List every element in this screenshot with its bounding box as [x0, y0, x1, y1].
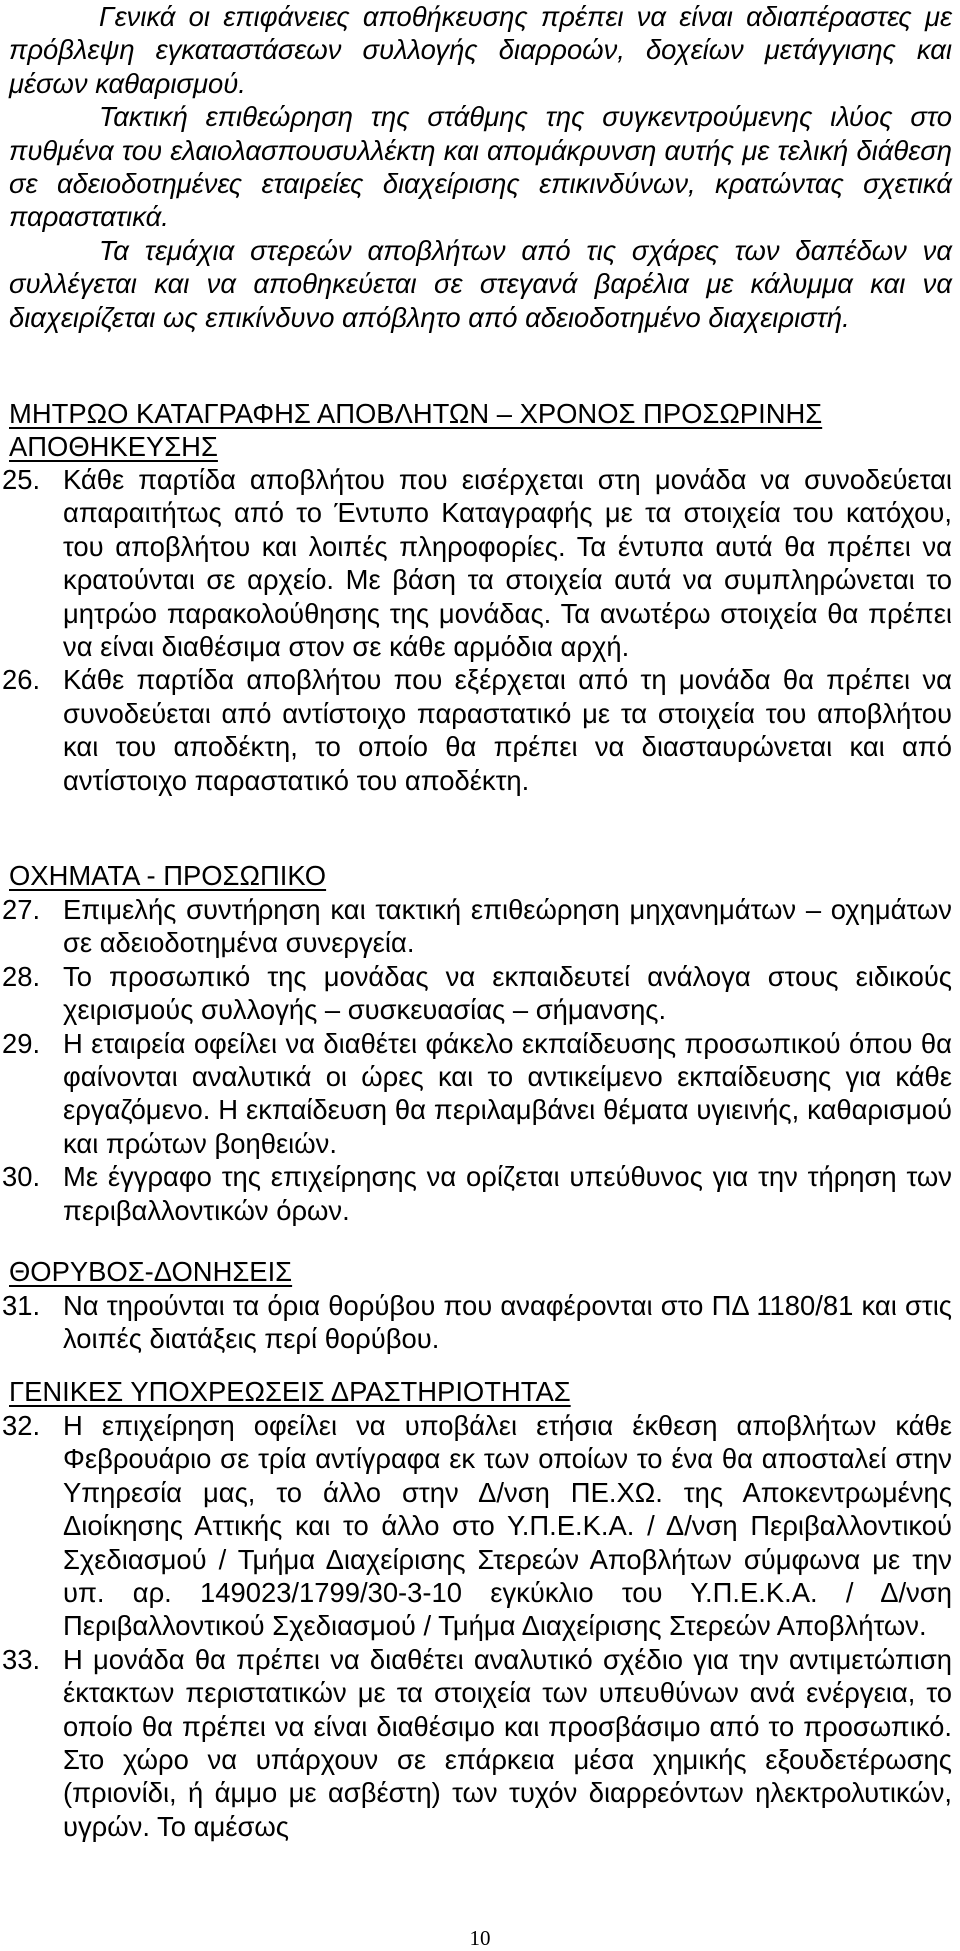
- list-item: [2, 1289, 952, 1356]
- page-number: 10: [469, 1926, 491, 1950]
- item-number: 25.: [2, 464, 41, 495]
- list-item: [2, 1160, 952, 1227]
- item-number: 30.: [2, 1161, 41, 1193]
- item-text: Τακτική επιθεώρηση της στάθμης της συγκεντρούμενης ιλύος στο πυθμένα του ελαιολασπουσυλλέκτη και απομάκρυνση αυτής με τελική διάθεση σε αδειοδοτημένες εταιρείες διαχείρισης επικινδύνων, κρατώντας σχετικά παραστατικά.: [9, 101, 952, 233]
- section-heading-noise: ΘΟΡΥΒΟΣ-ΔΟΝΗΣΕΙΣ: [9, 1256, 293, 1287]
- item-text: Επιμελής συντήρηση και τακτική επιθεώρηση μηχανημάτων – οχημάτων σε αδειοδοτημένα συνεργεία.: [63, 894, 952, 959]
- items-general-block: [0, 1409, 952, 1843]
- items-registry-block: [0, 463, 952, 797]
- item-text: Γενικά οι επιφάνειες αποθήκευσης πρέπει να είναι αδιαπέραστες με πρόβλεψη εγκαταστάσεων συλλογής διαρροών, δοχείων μετάγγισης και μέσων καθαρισμού.: [9, 1, 952, 99]
- list-item: [9, 234, 952, 334]
- item-number: 26.: [2, 664, 41, 696]
- item-text: Το προσωπικό της μονάδας να εκπαιδευτεί ανάλογα στους ειδικούς χειρισμούς συλλογής – συσκευασίας – σήμανσης.: [63, 960, 952, 1026]
- item-number: 32.: [2, 1410, 41, 1441]
- list-item: [9, 100, 952, 234]
- item-text: Η επιχείρηση οφείλει να υποβάλει ετήσια έκθεση αποβλήτων κάθε Φεβρουάριο σε τρία αντίγραφα εκ των οποίων το ένα θα αποσταλεί στην Υπηρεσία μας, το άλλο στην Δ/νση ΠΕ.ΧΩ. της Αποκεντρωμένης Διοίκησης Αττικής και το άλλο στο Υ.Π.Ε.Κ.Α. / Δ/νση Περιβαλλοντικού Σχεδιασμού / Τμήμα Διαχείρισης Στερεών Αποβλήτων σύμφωνα με την υπ. αρ. 149023/1799/30-3-10 εγκύκλιο του Υ.Π.Ε.Κ.Α. / Δ/νση Περιβαλλοντικού Σχεδιασμού / Τμήμα Διαχείρισης Στερεών Αποβλήτων.: [63, 1410, 952, 1642]
- item-number: 31.: [2, 1290, 41, 1321]
- items-vehicles-block: [0, 893, 952, 1227]
- section-heading-general: ΓΕΝΙΚΕΣ ΥΠΟΧΡΕΩΣΕΙΣ ΔΡΑΣΤΗΡΙΟΤΗΤΑΣ: [9, 1376, 571, 1407]
- item-text: Να τηρούνται τα όρια θορύβου που αναφέρονται στο ΠΔ 1180/81 και στις λοιπές διατάξεις περί θορύβου.: [63, 1290, 952, 1355]
- item-text: Τα τεμάχια στερεών αποβλήτων από τις σχάρες των δαπέδων να συλλέγεται και να αποθηκεύεται σε στεγανά βαρέλια με κάλυμμα και να διαχειρίζεται ως επικίνδυνο απόβλητο από αδειοδοτημένο διαχειριστή.: [9, 234, 952, 333]
- list-item: [2, 1027, 952, 1161]
- item-text: Η εταιρεία οφείλει να διαθέτει φάκελο εκπαίδευσης προσωπικού όπου θα φαίνονται αναλυτικά οι ώρες και το αντικείμενο εκπαίδευσης για κάθε εργαζόμενο. Η εκπαίδευση θα περιλαμβάνει θέματα υγιεινής, καθαρισμού και πρώτων βοηθειών.: [63, 1027, 952, 1159]
- list-item: [2, 893, 952, 960]
- section-heading-registry: ΜΗΤΡΩΟ ΚΑΤΑΓΡΑΦΗΣ ΑΠΟΒΛΗΤΩΝ – ΧΡΟΝΟΣ ΠΡΟΣΩΡΙΝΗΣ ΑΠΟΘΗΚΕΥΣΗΣ: [9, 398, 823, 463]
- list-item: [2, 1409, 952, 1643]
- list-item: [2, 960, 952, 1027]
- item-text: Κάθε παρτίδα αποβλήτου που εισέρχεται στη μονάδα να συνοδεύεται απαραιτήτως από το Έντυπο Καταγραφής με τα στοιχεία του κατόχου, του αποβλήτου και λοιπές πληροφορίες. Τα έντυπα αυτά θα πρέπει να κρατούνται σε αρχείο. Με βάση τα στοιχεία αυτά να συμπληρώνεται το μητρώο παρακολούθησης της μονάδας. Τα ανωτέρω στοιχεία θα πρέπει να είναι διαθέσιμα στον σε κάθε αρμόδια αρχή.: [63, 464, 952, 663]
- item-text: Με έγγραφο της επιχείρησης να ορίζεται υπεύθυνος για την τήρηση των περιβαλλοντικών όρων.: [63, 1161, 952, 1226]
- item-text: Κάθε παρτίδα αποβλήτου που εξέρχεται από τη μονάδα θα πρέπει να συνοδεύεται από αντίστοιχο παραστατικό με τα στοιχεία του αποβλήτου και του αποδέκτη, το οποίο θα πρέπει να διασταυρώνεται και από αντίστοιχο παραστατικό του αποδέκτη.: [63, 664, 952, 796]
- item-text: Η μονάδα θα πρέπει να διαθέτει αναλυτικό σχέδιο για την αντιμετώπιση έκτακτων περιστατικών με τα στοιχεία των υπευθύνων ανά ενέργεια, το οποίο θα πρέπει να είναι διαθέσιμο και προσβάσιμο από το προσωπικό. Στο χώρο να υπάρχουν σε επάρκεια μέσα χημικής εξουδετέρωσης (πριονίδι, ή άμμο με ασβέστη) των τυχόν διαρρεόντων ηλεκτρολυτικών, υγρών. Το αμέσως: [63, 1643, 952, 1842]
- item-number: 28.: [2, 960, 41, 992]
- list-item: [2, 663, 952, 797]
- items-top-block: [0, 0, 952, 334]
- list-item: [2, 1643, 952, 1843]
- item-number: 27.: [2, 894, 41, 925]
- section-heading-vehicles: ΟΧΗΜΑΤΑ - ΠΡΟΣΩΠΙΚΟ: [9, 860, 327, 891]
- list-item: [2, 463, 952, 663]
- item-number: 33.: [2, 1643, 41, 1675]
- list-item: [9, 0, 952, 100]
- item-number: 29.: [2, 1027, 41, 1059]
- items-noise-block: [0, 1289, 952, 1356]
